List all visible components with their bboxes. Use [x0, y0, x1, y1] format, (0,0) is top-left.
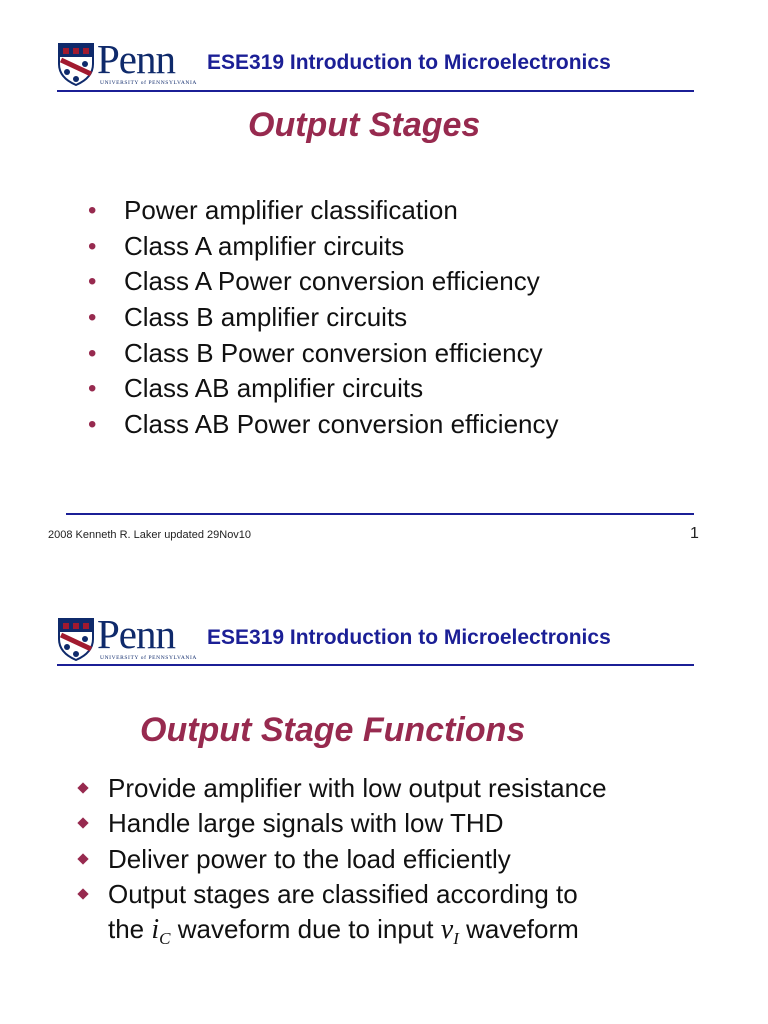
bullet-diamond-icon	[77, 853, 88, 864]
list-item: Handle large signals with low THD	[74, 806, 607, 841]
course-title: ESE319 Introduction to Microelectronics	[207, 51, 611, 74]
list-item: • Class AB amplifier circuits	[88, 371, 559, 407]
logo-wordmark: Penn	[97, 611, 175, 657]
bullet-list	[88, 193, 559, 443]
list-item: • Power amplifier classification	[88, 193, 559, 229]
logo-wordmark: Penn	[97, 36, 175, 82]
bullet-diamond-icon	[77, 818, 88, 829]
list-item: • Class B amplifier circuits	[88, 300, 559, 336]
course-title: ESE319 Introduction to Microelectronics	[207, 626, 611, 649]
list-item: • Class A amplifier circuits	[88, 229, 559, 265]
list-item: Deliver power to the load efficiently	[74, 842, 607, 877]
bullet-dot-icon: •	[88, 304, 97, 332]
slide-title: Output Stage Functions	[140, 711, 526, 749]
bullet-continuation: the $i_C$ waveform due to input $v_I$ waveform	[108, 914, 579, 949]
bullet-dot-icon: •	[88, 268, 97, 296]
logo-subtitle: UNIVERSITY of PENNSYLVANIA	[100, 655, 197, 661]
bullet-diamond-icon	[77, 888, 88, 899]
list-item: Provide amplifier with low output resistance	[74, 771, 607, 806]
bullet-diamond-icon	[77, 782, 88, 793]
penn-logo	[57, 36, 197, 90]
list-item: • Class AB Power conversion efficiency	[88, 407, 559, 443]
logo-subtitle: UNIVERSITY of PENNSYLVANIA	[100, 80, 197, 86]
penn-shield-icon	[57, 42, 95, 86]
slide-2	[0, 575, 768, 1024]
bullet-dot-icon: •	[88, 197, 97, 224]
bullet-dot-icon: •	[88, 339, 97, 367]
bullet-list	[74, 771, 607, 956]
list-item: Output stages are classified according to the $i_C$ waveform due to input $v_I$ waveform	[74, 877, 607, 957]
list-item: • Class A Power conversion efficiency	[88, 264, 559, 300]
penn-shield-icon	[57, 617, 95, 661]
penn-logo	[57, 611, 197, 665]
list-item: • Class B Power conversion efficiency	[88, 336, 559, 372]
bullet-dot-icon: •	[88, 375, 97, 403]
slide-title: Output Stages	[248, 106, 481, 144]
header-rule	[57, 664, 694, 666]
bullet-dot-icon: •	[88, 232, 97, 260]
bullet-dot-icon: •	[88, 411, 97, 439]
page-number: 1	[690, 525, 699, 542]
footer-credit: 2008 Kenneth R. Laker updated 29Nov10	[48, 529, 252, 541]
header-rule	[57, 90, 694, 92]
footer-rule	[66, 513, 694, 515]
